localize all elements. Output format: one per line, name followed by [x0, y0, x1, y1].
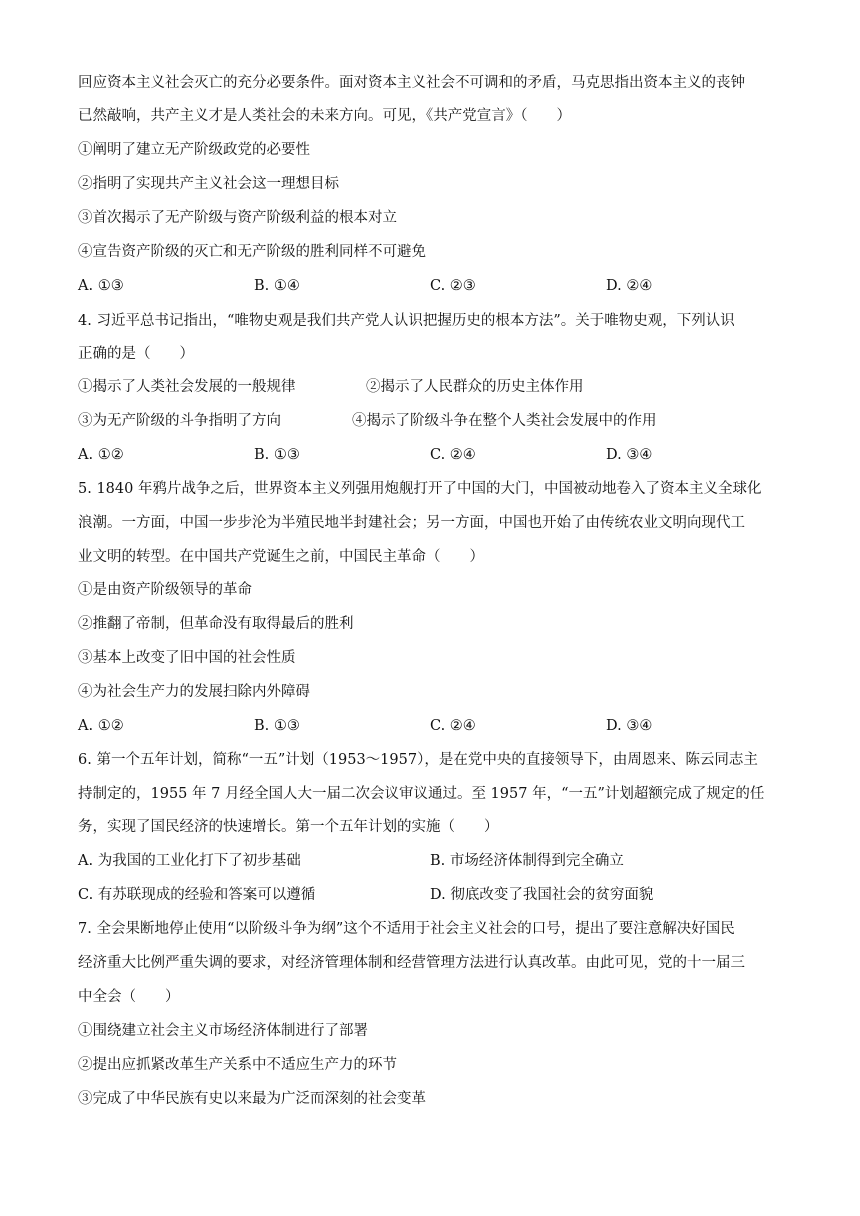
q5-option-b: B. ①③	[254, 718, 300, 734]
q4-stem-line-2: 正确的是（ ）	[78, 346, 194, 362]
q7-item-1: ①围绕建立社会主义市场经济体制进行了部署	[78, 1023, 368, 1039]
q5-stem-line-1: 5. 1840 年鸦片战争之后，世界资本主义列强用炮舰打开了中国的大门，中国被动地卷入了资本主义全球化	[78, 481, 762, 497]
q4-option-c: C. ②④	[430, 447, 476, 463]
q7-item-2: ②提出应抓紧改革生产关系中不适应生产力的环节	[78, 1057, 397, 1073]
q7-stem-line-3: 中全会（ ）	[78, 989, 180, 1005]
q3-option-a: A. ①③	[78, 278, 124, 294]
q5-option-d: D. ③④	[606, 718, 653, 734]
q5-option-c: C. ②④	[430, 718, 476, 734]
q4-item-4: ④揭示了阶级斗争在整个人类社会发展中的作用	[352, 413, 657, 429]
q3-option-d: D. ②④	[606, 278, 653, 294]
q7-stem-line-1: 7. 全会果断地停止使用“以阶级斗争为纲”这个不适用于社会主义社会的口号，提出了要注意解决好国民	[78, 921, 735, 937]
q4-option-a: A. ①②	[78, 447, 124, 463]
q4-option-b: B. ①③	[254, 447, 300, 463]
q7-stem-line-2: 经济重大比例严重失调的要求，对经济管理体制和经营管理方法进行认真改革。由此可见，党的十一届三	[78, 955, 745, 971]
q3-stem-line-2: 已然敲响，共产主义才是人类社会的未来方向。可见，《共产党宣言》（ ）	[78, 108, 571, 124]
q4-item-2: ②揭示了人民群众的历史主体作用	[366, 379, 584, 395]
q6-option-c: C. 有苏联现成的经验和答案可以遵循	[78, 887, 316, 903]
q5-stem-line-2: 浪潮。一方面，中国一步步沦为半殖民地半封建社会；另一方面，中国也开始了由传统农业文明向现代工	[78, 515, 745, 531]
q6-option-d: D. 彻底改变了我国社会的贫穷面貌	[430, 887, 654, 903]
q5-item-1: ①是由资产阶级领导的革命	[78, 582, 252, 598]
q6-option-a: A. 为我国的工业化打下了初步基础	[78, 853, 301, 869]
q5-stem-line-3: 业文明的转型。在中国共产党诞生之前，中国民主革命（ ）	[78, 549, 484, 565]
q5-item-4: ④为社会生产力的发展扫除内外障碍	[78, 684, 310, 700]
q5-item-3: ③基本上改变了旧中国的社会性质	[78, 650, 296, 666]
q4-stem-line-1: 4. 习近平总书记指出，“唯物史观是我们共产党人认识把握历史的根本方法”。关于唯物史观，下列认识	[78, 313, 735, 329]
q3-item-3: ③首次揭示了无产阶级与资产阶级利益的根本对立	[78, 210, 397, 226]
q6-option-b: B. 市场经济体制得到完全确立	[430, 853, 624, 869]
q3-item-2: ②指明了实现共产主义社会这一理想目标	[78, 176, 339, 192]
q4-item-3: ③为无产阶级的斗争指明了方向	[78, 413, 281, 429]
q5-item-2: ②推翻了帝制，但革命没有取得最后的胜利	[78, 616, 354, 632]
q3-item-1: ①阐明了建立无产阶级政党的必要性	[78, 142, 310, 158]
q3-item-4: ④宣告资产阶级的灭亡和无产阶级的胜利同样不可避免	[78, 244, 426, 260]
q6-stem-line-1: 6. 第一个五年计划，简称“一五”计划（1953～1957），是在党中央的直接领导下，由周恩来、陈云同志主	[78, 752, 758, 768]
q3-option-c: C. ②③	[430, 278, 476, 294]
q6-stem-line-3: 务，实现了国民经济的快速增长。第一个五年计划的实施（ ）	[78, 819, 499, 835]
q6-stem-line-2: 持制定的，1955 年 7 月经全国人大一届二次会议审议通过。至 1957 年，“一五”计划超额完成了规定的任	[78, 786, 765, 802]
q4-option-d: D. ③④	[606, 447, 653, 463]
q3-stem-line-1: 回应资本主义社会灭亡的充分必要条件。面对资本主义社会不可调和的矛盾，马克思指出资本主义的丧钟	[78, 75, 745, 91]
q7-item-3: ③完成了中华民族有史以来最为广泛而深刻的社会变革	[78, 1091, 426, 1107]
q3-option-b: B. ①④	[254, 278, 300, 294]
q5-option-a: A. ①②	[78, 718, 124, 734]
q4-item-1: ①揭示了人类社会发展的一般规律	[78, 379, 296, 395]
